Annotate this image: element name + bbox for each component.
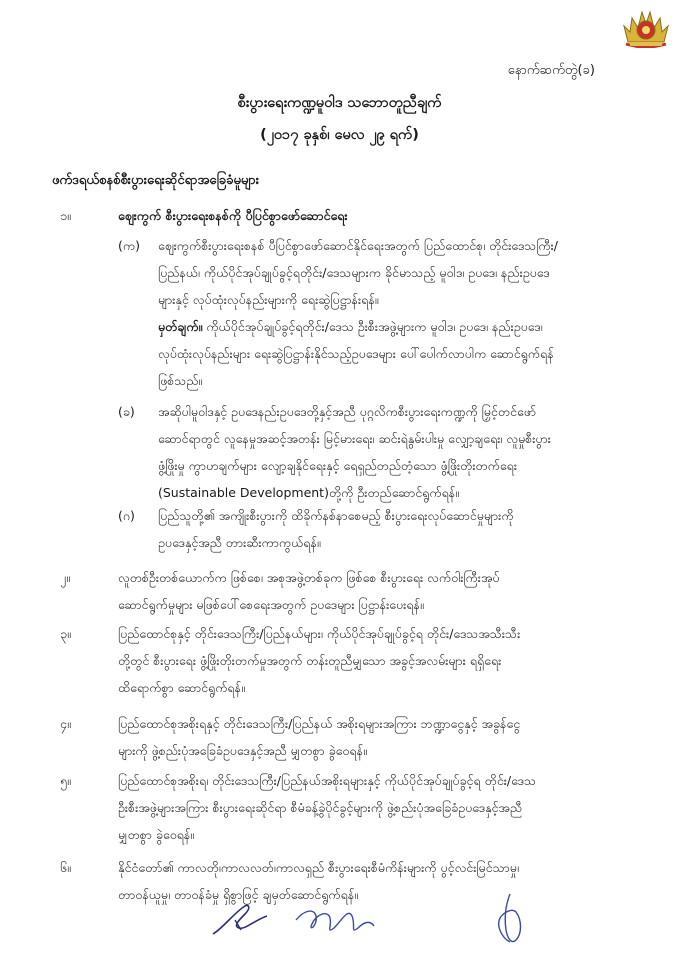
item-text (118, 564, 658, 618)
subitem-text (158, 502, 658, 556)
text-line: ဦးစီးအဖွဲ့များအကြား စီးပွားရေးဆိုင်ရာ စီမံခန့်ခွဲပိုင်ခွင့်များကို ဖွဲ့စည်းပုံအခြေခံဥပဒေနှင့်အညီ (118, 800, 522, 815)
item-text (118, 710, 658, 764)
signature-mark-3 (486, 890, 536, 950)
text-line: ပြည်ထောင်စုအစိုးရ၊ တိုင်းဒေသကြီး/ပြည်နယ်အစိုးရများနှင့် ကိုယ်ပိုင်အုပ်ချုပ်ခွင့်ရ တိုင်း/ဒေသ (118, 773, 537, 788)
text-line: ပြည်ထောင်စုနှင့် တိုင်းဒေသကြီး/ပြည်နယ်များ၊ ကိုယ်ပိုင်အုပ်ချုပ်ခွင့်ရ တိုင်း/ဒေသအသီးသီး (118, 626, 521, 641)
text-line: ပြည်နယ်၊ ကိုယ်ပိုင်အုပ်ချုပ်ခွင့်ရတိုင်း/ဒေသများက ခိုင်မာသည့် မူဝါဒ၊ ဥပဒေ၊ နည်းဥပဒေ (158, 265, 550, 280)
text-line: နိုင်ငံတော်၏ ကာလတို၊ကာလလတ်၊ကာလရှည် စီးပွားရေးစီမံကိန်းများကို ပွင့်လင်းမြင်သာမှု၊ (118, 860, 519, 875)
text-line: (Sustainable Development)တို့ကို ဦးတည်ဆောင်ရွက်ရန်။ (158, 485, 459, 500)
item-number: ၄။ (60, 716, 71, 731)
item-number: ၆။ (60, 860, 71, 875)
text-line: ကိုယ်ပိုင်အုပ်ချုပ်ခွင့်ရတိုင်း/ဒေသ ဦးစီးအဖွဲ့များက မူဝါဒ၊ ဥပဒေ၊ နည်းဥပဒေ၊ (202, 319, 543, 334)
item-text (118, 854, 658, 908)
text-line: မျှတစွာ ခွဲဝေရန်။ (118, 827, 195, 842)
text-line: ဥပဒေနှင့်အညီ တားဆီးကာကွယ်ရန်။ (158, 535, 321, 550)
document-title: စီးပွားရေးကဏ္ဍမူဝါဒ သဘောတူညီချက် (237, 95, 442, 111)
text-line: ဈေးကွက်စီးပွားရေးစနစ် ပီပြင်စွာဖော်ဆောင်နိုင်ရေးအတွက် ပြည်ထောင်စု၊ တိုင်းဒေသကြီး/ (158, 238, 559, 253)
text-line: တို့တွင် စီးပွားရေး ဖွံ့ဖြိုးတိုးတက်မှုအတွက် တန်းတူညီမျှသော အခွင့်အလမ်းများ ရရှိရေး (118, 653, 502, 668)
text-line: တာဝန်ယူမှု၊ တာဝန်ခံမှု ရှိစွာဖြင့် ချမှတ်ဆောင်ရွက်ရန်။ (118, 887, 359, 902)
subitem-number: (ဂ) (118, 508, 135, 523)
item-text (118, 620, 658, 701)
text-line: ပြည်သူတို့၏ အကျိုးစီးပွားကို ထိခိုက်နစ်နာစေမည့် စီးပွားရေးလုပ်ဆောင်မှုများကို (158, 508, 514, 523)
text-line: လုပ်ထုံးလုပ်နည်းများ ရေးဆွဲပြဋ္ဌာန်းနိုင်သည့်ဥပဒေများ ပေါ်ပေါက်လာပါက ဆောင်ရွက်ရန် (158, 346, 554, 361)
text-line: ဆောင်ရာတွင် လူနေမှုအဆင့်အတန်း မြင့်မားရေး၊ ဆင်းရဲနွမ်းပါးမှု လျှော့ချရေး၊ လူမှုစီးပွား (158, 431, 551, 446)
item-heading: ဈေးကွက် စီးပွားရေးစနစ်ကို ပီပြင်စွာဖော်ဆောင်ရေး (118, 208, 348, 223)
text-line: ထိရောက်စွာ ဆောင်ရွက်ရန်။ (118, 680, 245, 695)
item-text (118, 767, 658, 848)
subitem-text (158, 232, 658, 313)
item-number: ၃။ (60, 626, 71, 641)
text-line: များနှင့် လုပ်ထုံးလုပ်နည်းများကို ရေးဆွဲပြဋ္ဌာန်းရန်။ (158, 292, 379, 307)
text-line: လူတစ်ဦးတစ်ယောက်က ဖြစ်စေ၊ အစုအဖွဲ့တစ်ခုက ဖြစ်စေ စီးပွားရေး လက်ဝါးကြီးအုပ် (118, 570, 500, 585)
signature-mark-1 (205, 900, 275, 940)
text-line: ဖြစ်သည်။ (158, 373, 203, 388)
text-line: ဖွံ့ဖြိုးမှု ကွာဟချက်များ လျော့ချနိုင်ရေးနှင့် ရေရှည်တည်တံ့သော ဖွံ့ဖြိုးတိုးတက်ရေး (158, 458, 518, 473)
state-emblem-icon (620, 4, 672, 48)
note-block (158, 313, 658, 394)
text-line: များကို ဖွဲ့စည်းပုံအခြေခံဥပဒေနှင့်အညီ မျှတစွာ ခွဲဝေရန်။ (118, 743, 367, 758)
item-number: ၅။ (60, 773, 71, 788)
signature-mark-2 (290, 900, 380, 940)
text-line: ပြည်ထောင်စုအစိုးရနှင့် တိုင်းဒေသကြီး/ပြည်နယ် အစိုးရများအကြား ဘဏ္ဍာငွေနှင့် အခွန်ငွေ (118, 716, 521, 731)
note-label: မှတ်ချက်။ (158, 319, 203, 334)
item-number: ၁။ (60, 208, 71, 223)
subitem-number: (ခ) (118, 404, 135, 419)
annex-label: နောက်ဆက်တွဲ(ခ) (507, 63, 595, 78)
document-date: (၂၀၁၇ ခုနှစ်၊ မေလ ၂၉ ရက်) (260, 127, 419, 143)
subitem-number: (က) (118, 238, 140, 253)
section-heading: ဖက်ဒရယ်စနစ်စီးပွားရေးဆိုင်ရာအခြေခံမူများ (52, 173, 260, 188)
subitem-text (158, 398, 658, 506)
item-number: ၂။ (60, 570, 70, 585)
text-line: ဆောင်ရွက်မှုများ မဖြစ်ပေါ်စေရေးအတွက် ဥပဒေများ ပြဋ္ဌာန်းပေးရန်။ (118, 597, 424, 612)
text-line: အဆိုပါမူဝါဒနှင့် ဥပဒေနည်းဥပဒေတို့နှင့်အညီ ပုဂ္ဂလိကစီးပွားရေးကဏ္ဍကို မြှင့်တင်ဖော် (158, 404, 537, 419)
